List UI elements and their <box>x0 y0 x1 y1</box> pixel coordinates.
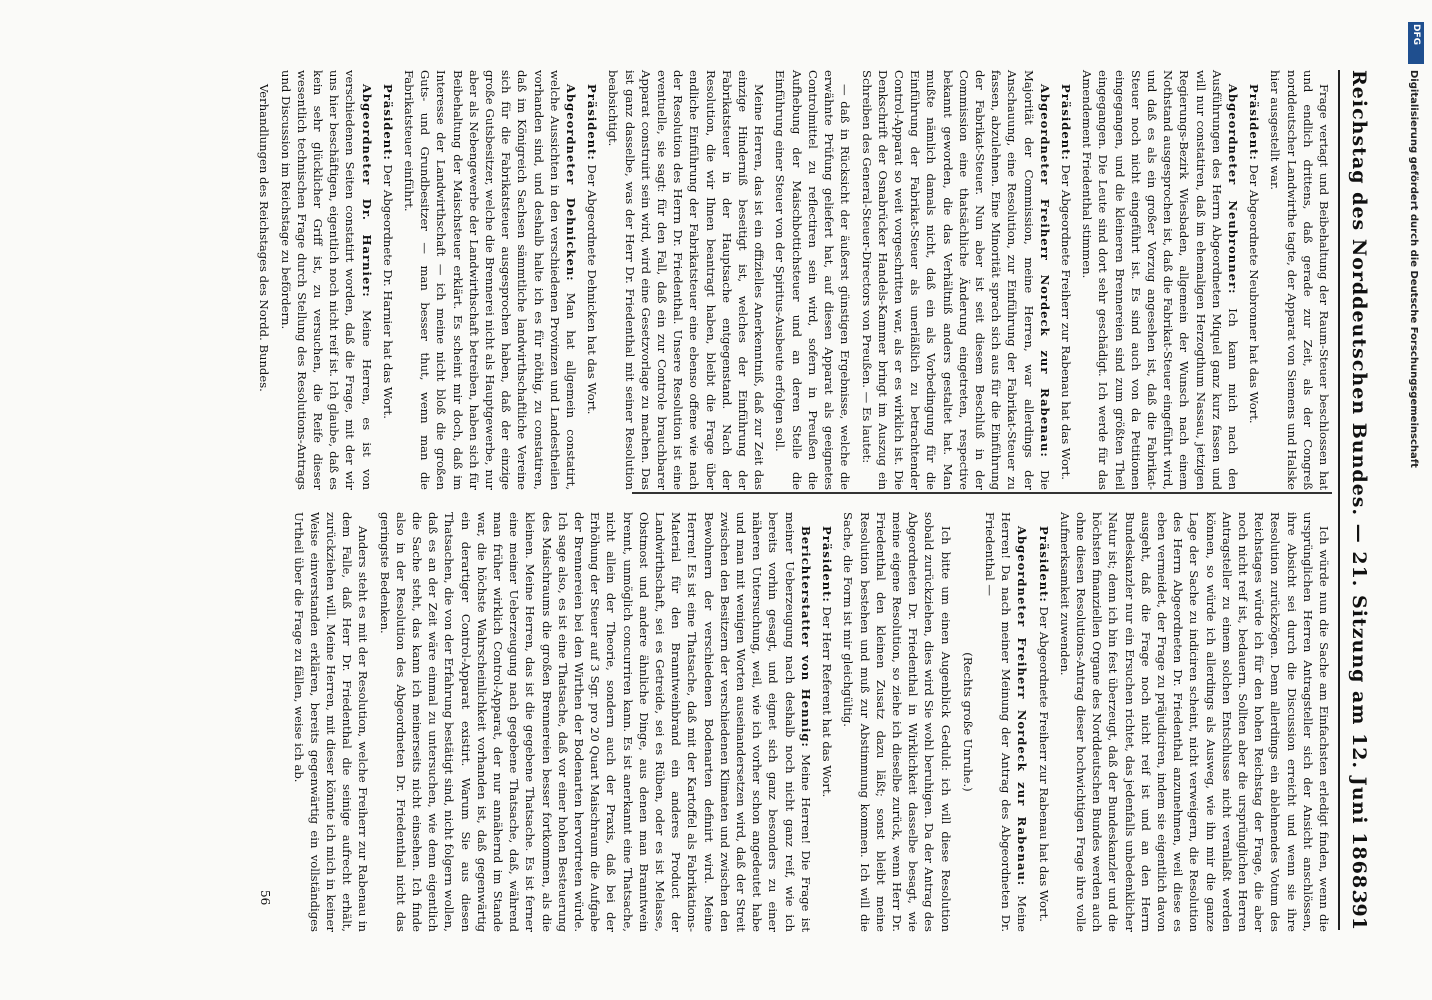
paragraph <box>401 70 579 490</box>
paragraph-text: Der Abgeordnete Neubronner hat das Wort. <box>1247 164 1262 424</box>
credit-text: Digitalisierung gefördert durch die Deutsche Forschungsgemeinschaft <box>1408 70 1419 468</box>
page-signature: 56 <box>258 890 272 906</box>
speaker-label: Präsident: <box>585 84 600 161</box>
paragraph-text: Frage vertagt und Beibehaltung der Raum-Steuer beschlossen hat und endlich drittens, daß gerade zur Zeit, als der Congreß norddeutscher Landwirthe tagte, der Apparat von Siemens und Halske hier ausgestellt war. <box>1268 70 1331 490</box>
paragraph <box>819 512 835 932</box>
paragraph <box>858 70 1052 490</box>
page-header <box>1342 70 1370 930</box>
paragraph-text: Ich bitte um einen Augenblick Geduld: ich will diese Resolution sobald zurückziehen, dies wird Sie wohl beruhigen. Da der Antrag des Abgeordneten Dr. Friedenthal in Wirklichkeit dasselbe besagt, wie meine eigene Resolution, so ziehe ich dieselbe zurück, wenn Herr Dr. Friedenthal den kleinen Zusatz dazu läßt; sonst bleibt meine Resolution bestehen und muß zur Abstimmung kommen. Ich will die Sache, die Form ist mir gleichgültig. <box>841 512 953 932</box>
paragraph <box>1267 70 1332 490</box>
paragraph-text: Der Abgeordnete Dehnicken hat das Wort. <box>585 164 600 415</box>
paragraph-text: Verhandlungen des Reichstages des Nordd. Bundes. <box>257 84 272 392</box>
paragraph <box>380 70 396 490</box>
paragraph <box>772 70 853 490</box>
paragraph-text: Ich würde nun die Sache am Einfachsten erledigt finden, wenn die ursprünglichen Herren Antragsteller sich der Ansicht anschlössen, ihre Absicht sei durch die Discussion erreicht und wenn sie ihre Resolution zurückzögen. Denn allerdings ein ablehnendes Votum des Reichstages würde ich für den hohen Reichstag der Frage, die aber noch nicht reif ist, bedauern. Sollten aber die ursprünglichen Herren Antragsteller zu einem solchen Entschlusse nicht veranlaßt werden können, so würde ich allerdings als Ausweg, wie ihn mir die ganze Lage der Sache zu indiciren scheint, nicht verweigern, die Resolution des Herrn Abgeordneten Dr. Friedenthal anzunehmen, weil diese es eben vermeidet, der Frage zu präjudiciren, indem sie eigentlich davon ausgeht, daß die Frage noch nicht reif ist und an den Herrn Bundeskanzler nur ein Ersuchen richtet, das jedenfalls unbedenklicher Natur ist; denn ich bin fest überzeugt, daß der Bundeskanzler und die höchsten finanziellen Organe des Norddeutschen Bundes werden auch ohne diesen Resolutions-Antrag dieser hochwichtigen Frage ihre volle Aufmerksamkeit zuwenden. <box>1057 512 1331 932</box>
paragraph-text: Der Herr Referent hat das Wort. <box>820 606 835 798</box>
paragraph <box>290 512 371 932</box>
digitization-credit <box>1405 70 1423 590</box>
speaker-label: Abgeordneter Dehnicken: <box>564 84 579 282</box>
speaker-label: Präsident: <box>1058 84 1073 161</box>
speaker-label: Abgeordneter Freiherr Nordeck zur Rabenau: <box>1037 84 1052 458</box>
paragraph <box>584 70 600 490</box>
paragraph-text: Man hat allgemein constatirt, welche Aussichten in den verschiedenen Provinzen und Landestheilen vorhanden sind, und deshalb halte ich es für nöthig, zu constatiren, daß im Königreich Sachsen sämmtliche landwirthschaftliche Vereine sich für die Fabrikatsteuer ausgesprochen haben, daß der einzige große Gutsbesitzer, welche die Brennerei nicht als Hauptgewerbe, nur aber als Nebengewerbe der Landwirthschaft betreiben, haben sich für Beibehaltung der Maischsteuer erklärt. Es scheint mir doch, daß im Interesse der Landwirthschaft — ich meine nicht bloß die großen Guts- und Grundbesitzer — man besser thut, wenn man die Fabrikatsteuer einführt. <box>402 70 579 491</box>
speaker-label: Berichterstatter von Hennig: <box>798 526 813 748</box>
header-rule <box>1338 70 1340 930</box>
paragraph <box>1246 70 1262 490</box>
paragraph <box>982 512 1031 932</box>
left-column <box>251 70 1332 490</box>
dfg-logo <box>1408 22 1424 64</box>
speaker-label: Abgeordneter Freiherr Nordeck zur Rabenau: <box>1015 526 1030 887</box>
column-divider <box>632 492 1332 494</box>
paragraph-text: Meine Herren, das ist ein offizielles Anerkenntniß, daß zur Zeit das einzige Hinderniß beseitigt ist, welches der Einführung der Fabrikatsteuer in der Hauptsache entgegenstand. Nach der Resolution, die wir Ihnen beantragt haben, bleibt die Frage über endliche Einführung der Fabrikatsteuer eine ebenso offene wie nach der Resolution des Herrn Dr. Friedenthal. Unsere Resolution ist eine eventuelle, sie sagt: für den Fall, daß ein zur Controle brauchbarer Apparat construirt sein wird, wird eine Gesetzvorlage zu machen. Das ist ganz dasselbe, was der Herr Dr. Friedenthal mit seiner Resolution beabsichtigt. <box>606 70 767 490</box>
right-column <box>285 512 1332 932</box>
paragraph <box>1057 512 1332 932</box>
paragraph-text: Meine Herren! Die Frage ist meiner Ueberzeugung nach deshalb noch nicht ganz reif, wie ich bereits vorhin gesagt, und eignet sich ganz besonders zu einer näheren Untersuchung, weil, wie ich vorher schon angedeutet habe und man mit wenigen Worten auseinandersetzen wird, daß der Streit zwischen den Besitzern der verschiedenen Klimaten und zwischen den Bewohnern der verschiedenen Bodenarten definirt wird. Meine Herren! Es ist eine Thatsache, daß mit der Kartoffel als Fabrikations-Material für den Branntweinbrand ein anderes Product der Landwirthschaft, sei es Getreide, sei es Rüben, oder es ist Melasse, Obstmost und andere ähnliche Dinge, aus denen man Branntwein brennt, unmöglich concurriren kann. Es ist anerkannt eine Thatsache, nicht allein der Theorie, sondern auch der Praxis, daß bei der Erhöhung der Steuer auf 3 Sgr. pro 20 Quart Maischraum die Aufgabe der Brennereien bei den Wirthen der Bodenarten hervortreten würde. Ich sage also, es ist eine Thatsache, daß vor einer hohen Besteuerung des Maischraums die großen Brennereien besser fortkommen, als die kleinen. Meine Herren, das ist die gegebene Thatsache. Es ist ferner eine meiner Ueberzeugung nach gegebene Thatsache, daß, während man früher wirklich Control-Apparat, der nur annähernd im Stande war, die höchste Wahrscheinlichkeit vorhanden ist, daß gegenwärtig ein derartiger Control-Apparat existirt. Warum Sie aus diesen Thatsachen, die von der Erfahrung bestätigt sind, nicht folgern wollen, daß es an der Zeit wäre einmal zu untersuchen, wie denn eigentlich die Sache steht, das kann ich meinerseits nicht einsehen. Ich finde also in der Resolution des Abgeordneten Dr. Friedenthal nicht das geringste Bedenken. <box>377 512 813 933</box>
speaker-label: Präsident: <box>380 84 395 161</box>
running-title: Reichstag des Norddeutschen Bundes. — 21. Sitzung am 12. Juni 1868. <box>1348 70 1370 897</box>
paragraph-text: Ich kann mich nach den Ausführungen des Herrn Abgeordneten Miquel ganz kurz fassen und will nur constatiren, daß im ehemaligen Herzogthum Nassau, jetzigen Regierungs-Bezirk Wiesbaden, allgemein der Wunsch nach einem Nothstand ausgesprochen ist, daß die Fabrikat-Steuer eingeführt wird, und daß es als ein großer Vorzug angesehen ist, daß die Fabrikat-Steuer noch nicht eingeführt ist. Es sind auch von da Petitionen eingegangen, und die kleineren Brennereien sind zum größten Theil eingegangen. Die Leute sind dort sehr geschädigt. Ich werde für das Amendement Friedenthal stimmen. <box>1080 70 1240 490</box>
paragraph <box>1058 70 1074 490</box>
paragraph <box>277 70 374 490</box>
page-number: 391 <box>1348 890 1370 930</box>
speaker-label: Präsident: <box>1036 526 1051 603</box>
paragraph-text: Meine Herren, es ist von verschiedenen Seiten constatirt worden, daß die Frage, mit der wir uns hier beschäftigen, eigentlich noch nicht reif ist. Ich glaube, daß es kein sehr glücklicher Griff ist, zu versuchen, die Reife dieser wesentlich technischen Frage durch Stellung des Resolutions-Antrags und Discussion im Reichstage zu befördern. <box>278 70 374 490</box>
paragraph <box>1079 70 1241 490</box>
paragraph <box>1035 512 1051 932</box>
paragraph <box>256 70 272 490</box>
paragraph-text: Der Abgeordnete Dr. Harnier hat das Wort. <box>380 164 395 419</box>
paragraph-text: Der Abgeordnete Freiherr zur Rabenau hat das Wort. <box>1036 606 1051 922</box>
paragraph-text: — daß in Rücksicht der äußerst günstigen Ergebnisse, welche die erwähnte Prüfung geliefert hat, auf diesen Apparat als geeignetes Controlmittel zu reflectiren sein wird, sofern in Preußen die Aufhebung der Maischbottichsteuer und an deren Stelle die Einführung einer Steuer von der Spiritus-Ausbeute erfolgen soll. <box>773 70 853 490</box>
speaker-label: Präsident: <box>1247 84 1262 161</box>
paragraph <box>605 70 767 490</box>
dfg-logo-text: DFG <box>1411 24 1421 46</box>
speaker-label: Präsident: <box>820 526 835 603</box>
paragraph-text: Der Abgeordnete Freiherr zur Rabenau hat das Wort. <box>1058 164 1073 480</box>
speaker-label: Abgeordneter Dr. Harnier: <box>359 84 374 298</box>
paragraph-text: Die Majorität der Commission, meine Herren, war allerdings der Anschauung, eine Resolution, zur Einführung der Fabrikat-Steuer zu fassen, abzulehnen. Eine Minorität sprach sich aus für die Einführung der Fabrikat-Steuer. Nun aber ist seit diesem Beschluß in der Commission eine thatsächliche Änderung eingetreten, respective bekannt geworden, die das Verhältniß anders gestaltet hat. Man mußte nämlich damals nicht, daß ein als Vorbedingung für die Einführung der Fabrikat-Steuer als unerläßlich zu betrachtender Control-Apparat so weit vorgeschritten war, als er es wirklich ist. Die Denkschrift der Osnabrücker Handels-Kammer bringt im Auszug ein Schreiben des General-Steuer-Directors von Preußen. — Es lautet: <box>859 70 1052 490</box>
paragraph <box>840 512 953 932</box>
speaker-label: Abgeordneter Neubronner: <box>1225 84 1240 295</box>
stage-direction: (Rechts große Unruhe.) <box>960 652 975 792</box>
paragraph <box>376 512 813 932</box>
paragraph-text: Anders steht es mit der Resolution, welche Freiherr zur Rabenau in dem Falle, daß Herr Dr. Friedenthal die seinige aufrecht erhält, zurückziehen will. Meine Herren, mit dieser könnte ich mich in keiner Weise einverstanden erklären, bereits gegenwärtig ein vollständiges Urtheil über die Frage zu fällen, weise ich ab. <box>291 512 371 932</box>
paragraph-text: Meine Herren! Da nach meiner Meinung der Antrag des Abgeordneten Dr. Friedenthal — <box>982 512 1030 933</box>
